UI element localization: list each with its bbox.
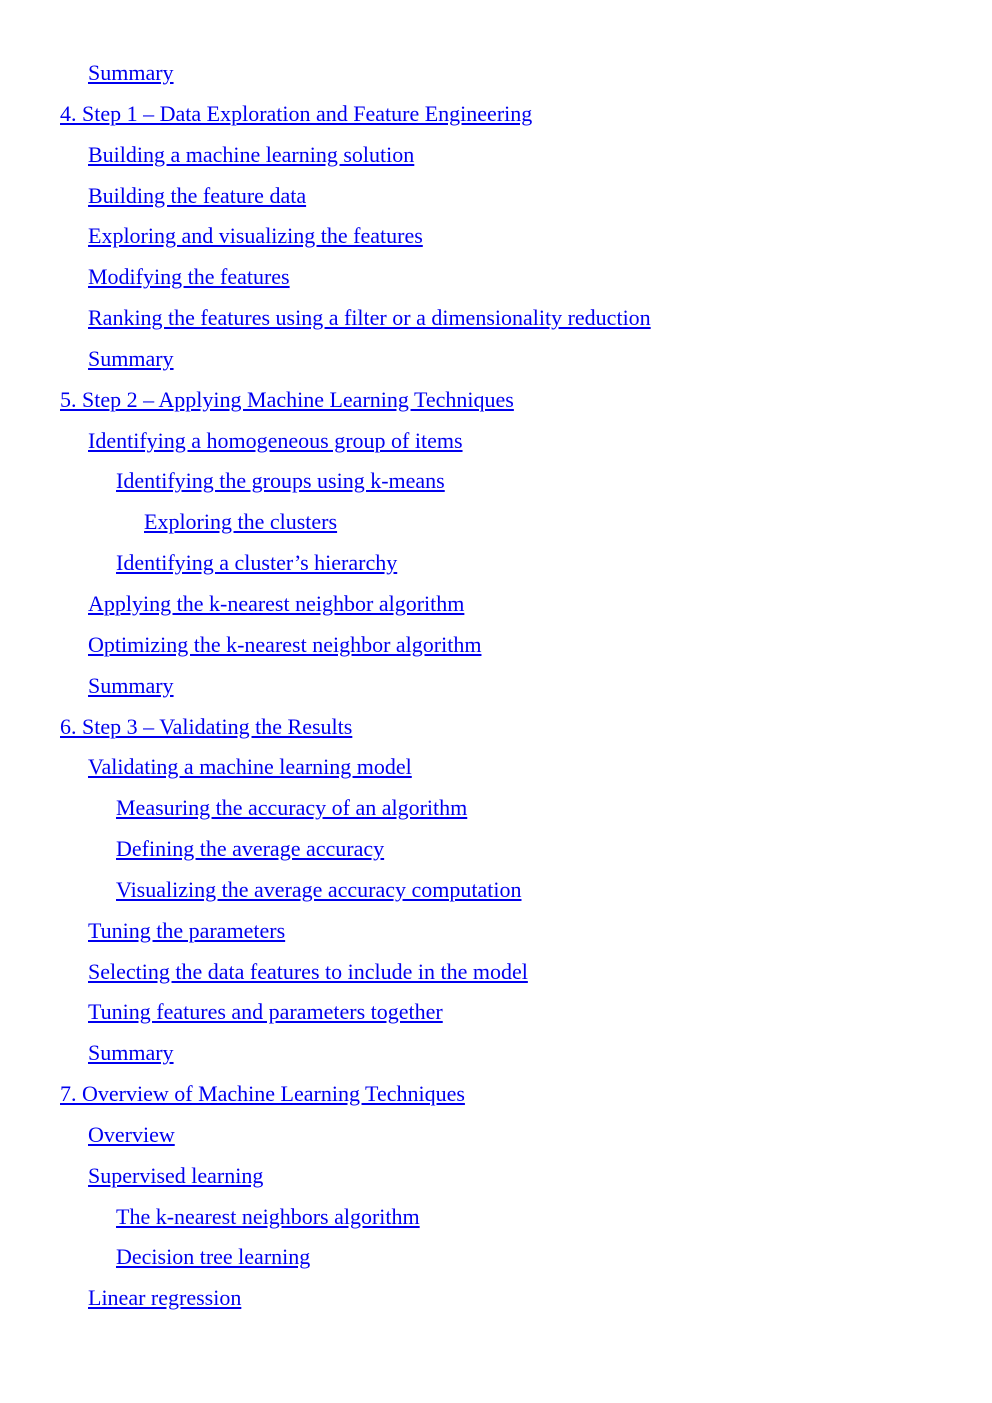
- toc-entry: [0, 219, 992, 260]
- toc-section-link[interactable]: Modifying the features: [88, 264, 290, 290]
- toc-entry: [0, 383, 992, 424]
- toc-entry: [0, 505, 992, 546]
- toc-section-link[interactable]: Linear regression: [88, 1285, 242, 1311]
- toc-entry: [0, 914, 992, 955]
- toc-section-link[interactable]: Tuning features and parameters together: [88, 999, 443, 1025]
- toc-chapter-link[interactable]: 7. Overview of Machine Learning Techniques: [60, 1081, 465, 1107]
- toc-chapter-link[interactable]: 6. Step 3 – Validating the Results: [60, 713, 353, 739]
- toc-entry: [0, 832, 992, 873]
- toc-section-link[interactable]: Selecting the data features to include in the model: [88, 958, 528, 984]
- toc-section-link[interactable]: Ranking the features using a filter or a dimensionality reduction: [88, 305, 651, 331]
- toc-entry: [0, 669, 992, 710]
- toc-entry: [0, 1118, 992, 1159]
- toc-entry: [0, 301, 992, 342]
- toc-entry: [0, 791, 992, 832]
- toc-section-link[interactable]: Building a machine learning solution: [88, 141, 415, 167]
- toc-entry: [0, 1240, 992, 1281]
- toc-entry: [0, 750, 992, 791]
- toc-section-link[interactable]: Exploring and visualizing the features: [88, 223, 423, 249]
- toc-entry: [0, 1159, 992, 1200]
- toc-entry: [0, 955, 992, 996]
- toc-entry: [0, 546, 992, 587]
- toc-section-link[interactable]: Identifying a cluster’s hierarchy: [116, 550, 398, 576]
- toc-entry: [0, 995, 992, 1036]
- toc-entry: [0, 873, 992, 914]
- toc-entry: [0, 587, 992, 628]
- toc-entry: [0, 260, 992, 301]
- toc-entry: [0, 464, 992, 505]
- toc-section-link[interactable]: Supervised learning: [88, 1162, 264, 1188]
- toc-entry: [0, 1200, 992, 1241]
- toc-entry: [0, 342, 992, 383]
- toc-entry: [0, 179, 992, 220]
- toc-entry: [0, 97, 992, 138]
- toc-section-link[interactable]: The k-nearest neighbors algorithm: [116, 1203, 420, 1229]
- toc-entry: [0, 56, 992, 97]
- toc-section-link[interactable]: Measuring the accuracy of an algorithm: [116, 795, 468, 821]
- toc-section-link[interactable]: Building the feature data: [88, 182, 307, 208]
- toc-section-link[interactable]: Validating a machine learning model: [88, 754, 412, 780]
- toc-chapter-link[interactable]: 4. Step 1 – Data Exploration and Feature Engineering: [60, 100, 533, 126]
- toc-section-link[interactable]: Visualizing the average accuracy computation: [116, 876, 522, 902]
- toc-chapter-link[interactable]: 5. Step 2 – Applying Machine Learning Techniques: [60, 386, 514, 412]
- toc-section-link[interactable]: Applying the k-nearest neighbor algorithm: [88, 590, 465, 616]
- toc-section-link[interactable]: Overview: [88, 1121, 175, 1147]
- toc-entry: [0, 424, 992, 465]
- toc-section-link[interactable]: Exploring the clusters: [144, 509, 338, 535]
- toc-section-link[interactable]: Summary: [88, 1040, 174, 1066]
- toc-section-link[interactable]: Summary: [88, 672, 174, 698]
- toc-section-link[interactable]: Optimizing the k-nearest neighbor algorithm: [88, 631, 482, 657]
- toc-entry: [0, 1281, 992, 1322]
- toc-entry: [0, 710, 992, 751]
- toc-section-link[interactable]: Defining the average accuracy: [116, 836, 385, 862]
- toc-entry: [0, 628, 992, 669]
- toc-entry: [0, 138, 992, 179]
- toc-section-link[interactable]: Identifying the groups using k-means: [116, 468, 445, 494]
- table-of-contents: [0, 56, 992, 1322]
- toc-section-link[interactable]: Identifying a homogeneous group of items: [88, 427, 463, 453]
- toc-entry: [0, 1036, 992, 1077]
- toc-section-link[interactable]: Summary: [88, 60, 174, 85]
- toc-section-link[interactable]: Summary: [88, 345, 174, 371]
- toc-entry: [0, 1077, 992, 1118]
- toc-section-link[interactable]: Decision tree learning: [116, 1244, 311, 1270]
- toc-section-link[interactable]: Tuning the parameters: [88, 917, 286, 943]
